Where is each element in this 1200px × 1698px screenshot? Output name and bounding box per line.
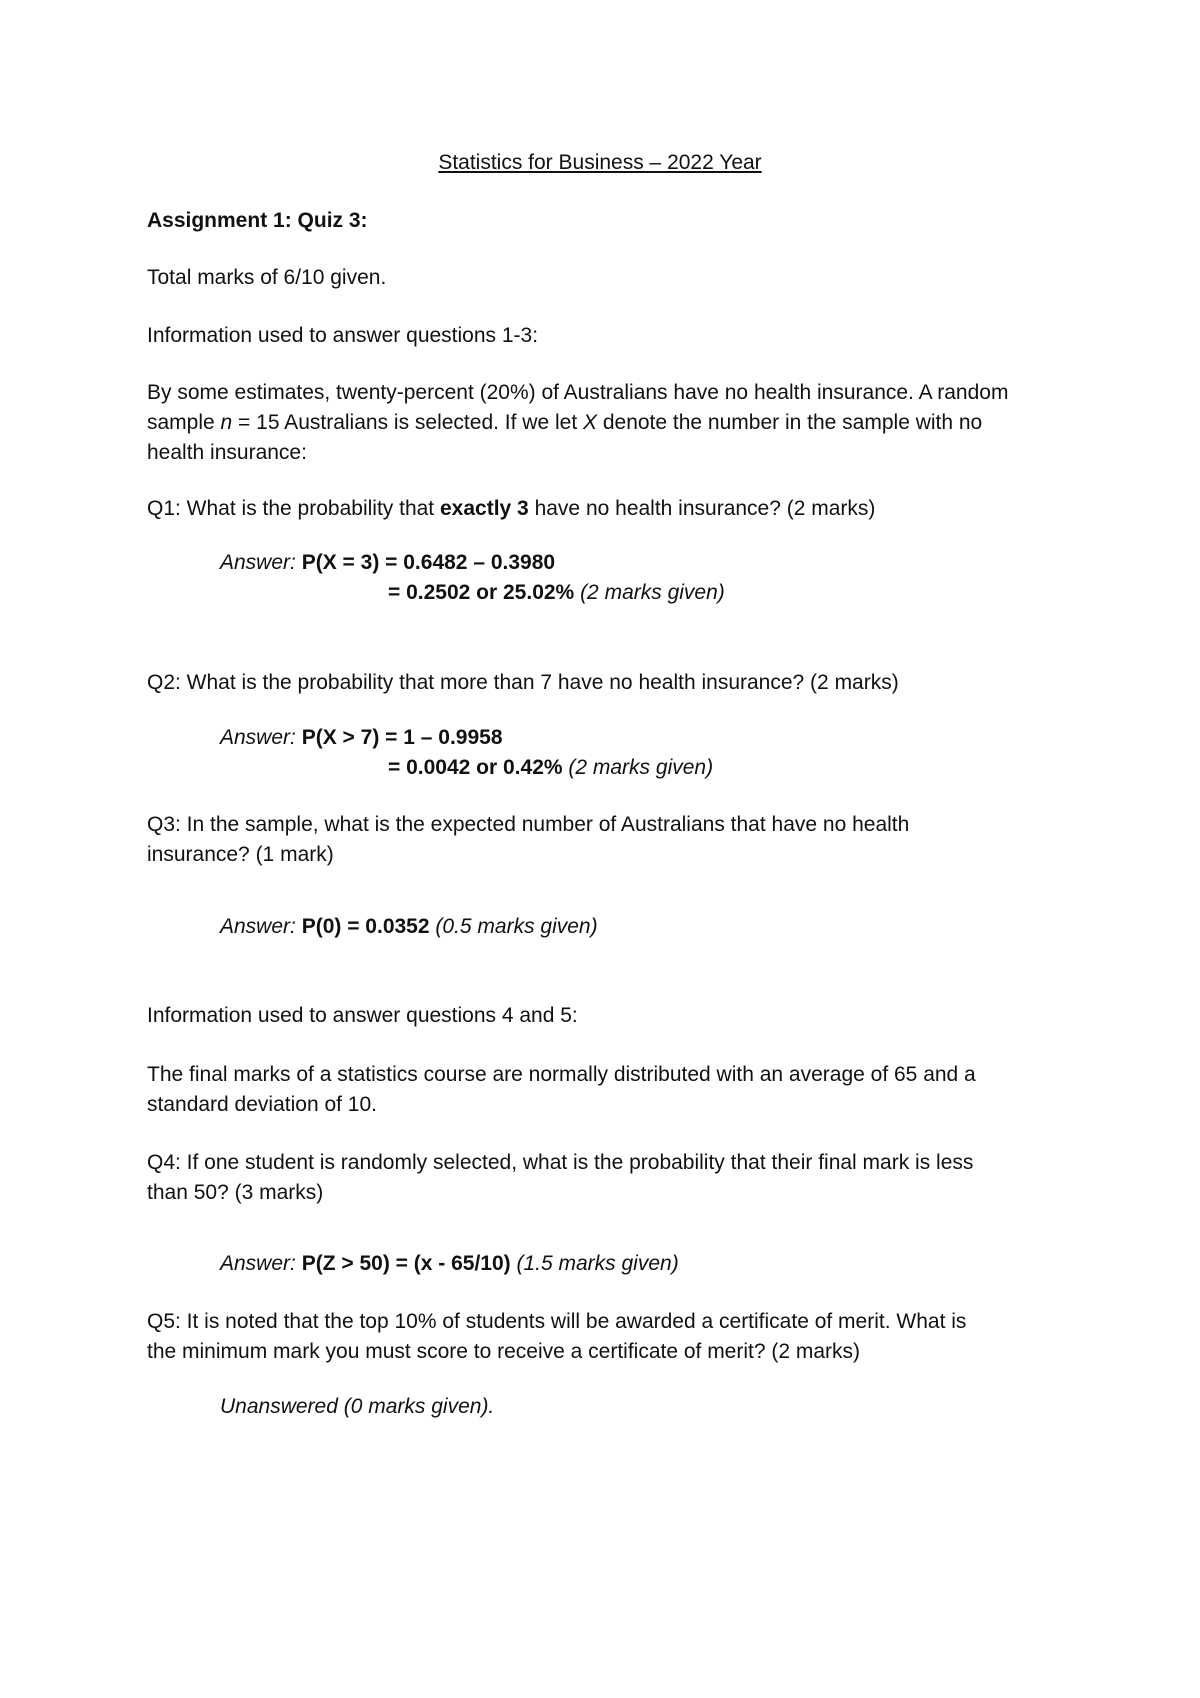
q1-question [147,494,1077,524]
q3-answer-label: Answer: [220,915,302,938]
context-1-line-2-a: sample [147,411,221,434]
q2-question: Q2: What is the probability that more than 7 have no health insurance? (2 marks) [147,671,899,694]
q2-answer-value-2: = 0.0042 or 0.42% [388,756,563,779]
q1-answer-label: Answer: [220,551,302,574]
q2-answer-value-1: P(X > 7) = 1 – 0.9958 [301,726,503,749]
q5-line-2: the minimum mark you must score to receive a certificate of merit? (2 marks) [147,1340,861,1363]
q3-marks-given: (0.5 marks given) [429,915,598,938]
assignment-heading: Assignment 1: Quiz 3: [147,209,368,232]
info-questions-1-3: Information used to answer questions 1-3: [147,324,539,347]
q4-answer-label: Answer: [220,1252,302,1275]
q4-answer [220,1249,679,1279]
variable-x: X [582,411,597,434]
q4-answer-value: P(Z > 50) = (x - 65/10) [301,1252,511,1275]
q2-answer-line-1 [220,723,503,753]
context-1-line-2 [147,408,1077,438]
q4-line-2: than 50? (3 marks) [147,1181,324,1204]
q2-answer-line-2 [388,753,713,783]
q1-answer-line-2 [388,578,725,608]
q3-line-1: Q3: In the sample, what is the expected number of Australians that have no health [147,813,910,836]
q1-suffix: have no health insurance? (2 marks) [528,497,876,520]
context-1-line-2-c: denote the number in the sample with no [597,411,983,434]
q1-answer-value-1: P(X = 3) = 0.6482 – 0.3980 [301,551,556,574]
q1-answer-value-2: = 0.2502 or 25.02% [388,581,575,604]
q1-emphasis: exactly 3 [439,497,529,520]
context-1-line-2-b: = 15 Australians is selected. If we let [232,411,583,434]
context-1-line-3: health insurance: [147,441,307,464]
q2-answer-label: Answer: [220,726,302,749]
q5-line-1: Q5: It is noted that the top 10% of students will be awarded a certificate of merit. What is [147,1310,967,1333]
info-questions-4-5: Information used to answer questions 4 and 5: [147,1004,578,1027]
q4-question [147,1148,1077,1208]
context-paragraph-2 [147,1060,1077,1120]
document-title: Statistics for Business – 2022 Year [438,151,762,174]
q3-answer-value: P(0) = 0.0352 [301,915,430,938]
context-1-line-1: By some estimates, twenty-percent (20%) of Australians have no health insurance. A random [147,381,1009,404]
context-paragraph-1 [147,378,1077,468]
context-2-line-2: standard deviation of 10. [147,1093,377,1116]
q5-question [147,1307,1077,1367]
q2-marks-given: (2 marks given) [562,756,714,779]
q3-question [147,810,1077,870]
q3-line-2: insurance? (1 mark) [147,843,334,866]
q3-answer [220,912,598,942]
q4-line-1: Q4: If one student is randomly selected, what is the probability that their final mark is less [147,1151,974,1174]
total-marks: Total marks of 6/10 given. [147,266,387,289]
q1-marks-given: (2 marks given) [574,581,725,604]
variable-n: n [220,411,233,434]
q5-answer: Unanswered (0 marks given). [220,1395,495,1418]
q1-answer-line-1 [220,548,555,578]
q1-prefix: Q1: What is the probability that [147,497,440,520]
q4-marks-given: (1.5 marks given) [510,1252,679,1275]
context-2-line-1: The final marks of a statistics course are normally distributed with an average of 65 and a [147,1063,976,1086]
